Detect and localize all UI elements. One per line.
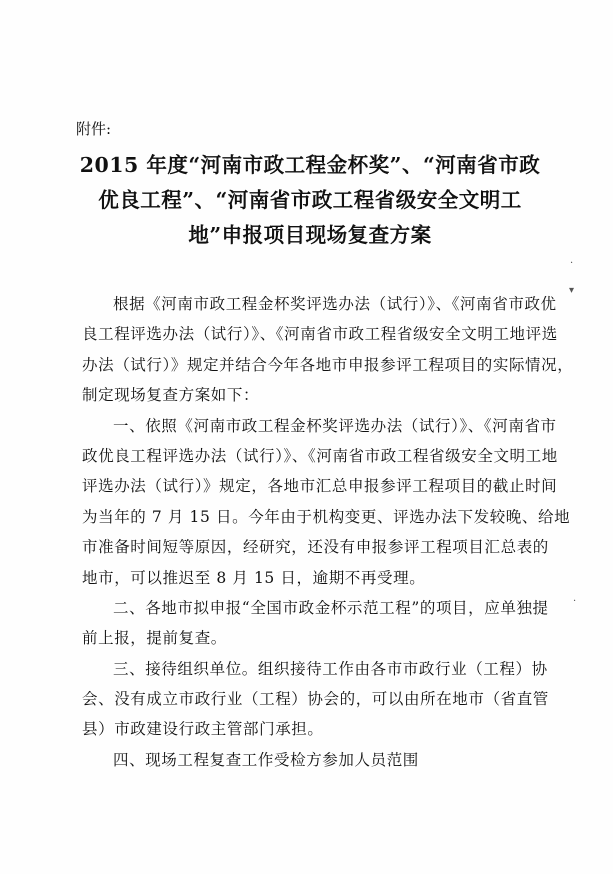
paragraph-item-1: [82, 411, 571, 593]
scan-speck: ·: [570, 258, 574, 269]
paragraph-line: 评选办法（试行）》规定，各地市汇总申报参评工程项目的截止时间: [82, 477, 558, 496]
paragraph-line: 地市，可以推迟至 8 月 15 日，逾期不再受理。: [82, 568, 426, 587]
paragraph-item-2: [82, 593, 550, 654]
paragraph-line: 二、各地市拟申报“全国市政金杯示范工程”的项目，应单独提: [113, 598, 549, 617]
paragraph-item-3: [82, 654, 550, 745]
paragraph-intro: [82, 289, 574, 411]
paragraph-line: 四、现场工程复查工作受检方参加人员范围: [113, 750, 419, 769]
paragraph-line: 制定现场复查方案如下：: [82, 386, 260, 405]
document-title: [60, 148, 560, 253]
title-line-3: 地”申报项目现场复查方案: [188, 223, 432, 247]
document-body: [82, 289, 574, 775]
title-line-2: 优良工程”、“河南省市政工程省级安全文明工: [98, 188, 522, 212]
paragraph-line: 为当年的 7 月 15 日。今年由于机构变更、评选办法下发较晚、给地: [82, 507, 571, 526]
paragraph-line: 三、接待组织单位。组织接待工作由各市市政行业（工程）协: [113, 659, 548, 678]
paragraph-line: 前上报，提前复查。: [82, 629, 227, 648]
attachment-label: 附件:: [76, 120, 112, 138]
paragraph-line: 市准备时间短等原因，经研究，还没有申报参评工程项目汇总表的: [82, 538, 549, 557]
paragraph-line: 根据《河南市政工程金杯奖评选办法（试行）》、《河南省市政优: [113, 295, 557, 313]
title-line-1: 2015 年度“河南市政工程金杯奖”、“河南省市政: [79, 153, 541, 177]
scan-speck: ·: [573, 596, 577, 607]
paragraph-line: 会、没有成立市政行业（工程）协会的，可以由所在地市（省直管: [82, 690, 549, 709]
paragraph-item-4: [82, 745, 550, 775]
paragraph-line: 一、依照《河南市政工程金杯奖评选办法（试行）》、《河南省市: [113, 416, 557, 435]
paragraph-line: 良工程评选办法（试行）》、《河南省市政工程省级安全文明工地评选: [82, 325, 558, 344]
paragraph-line: 政优良工程评选办法（试行）》、《河南省市政工程省级安全文明工地: [82, 446, 558, 465]
paragraph-line: 办法（试行）》规定并结合今年各地市申报参评工程项目的实际情况，: [82, 355, 574, 374]
scan-speck: ▾: [569, 285, 575, 296]
paragraph-line: 县）市政建设行政主管部门承担。: [82, 720, 324, 739]
